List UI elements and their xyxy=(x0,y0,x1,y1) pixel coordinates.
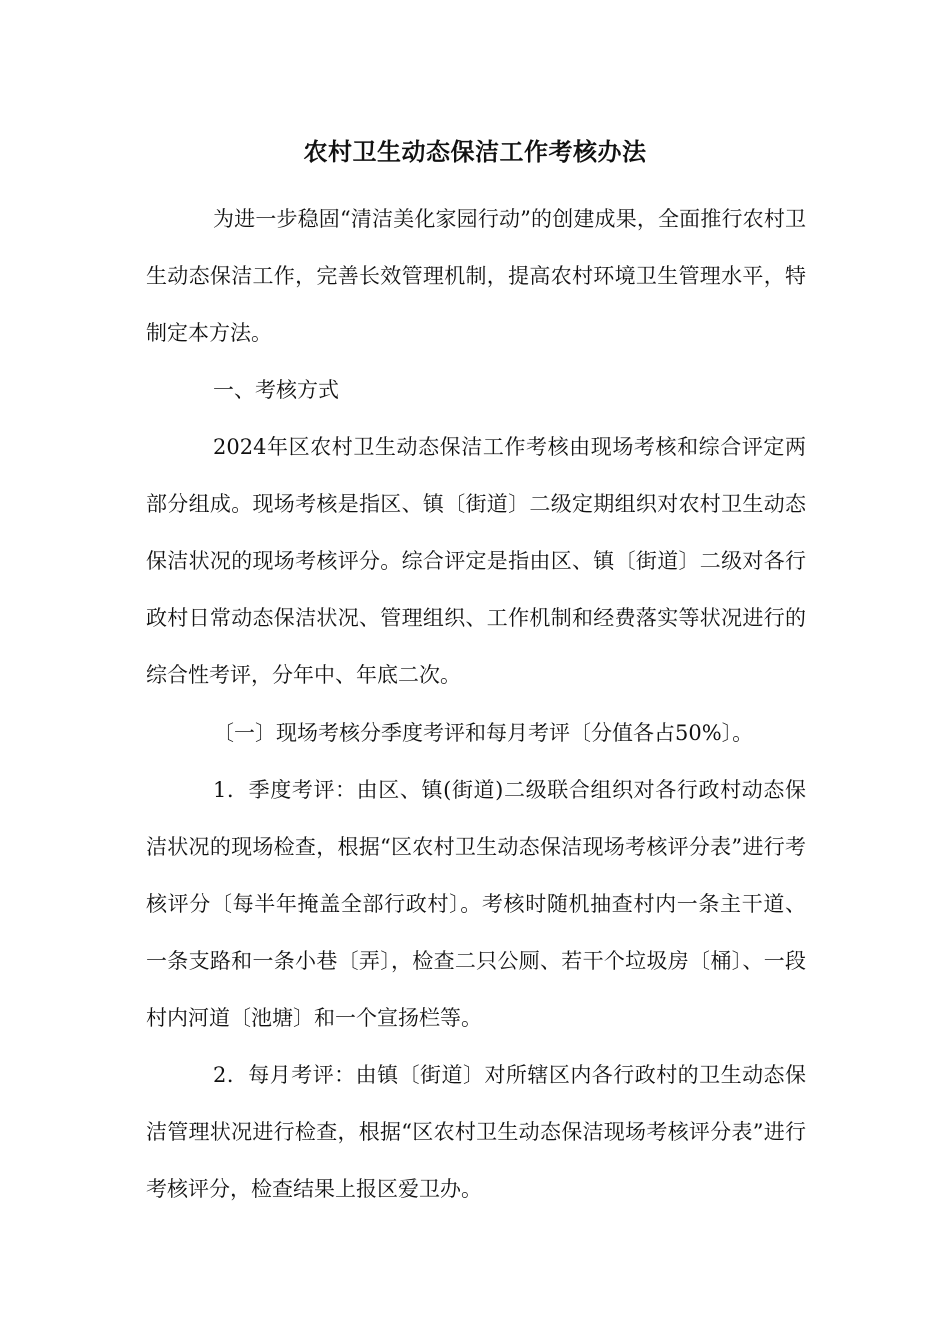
paragraph-text: 2．每月考评：由镇〔街道〕对所辖区内各行政村的卫生动态保洁管理状况进行检查，根据“区农村卫生动态保洁现场考核评分表”进行考核评分，检查结果上报区爱卫办。 xyxy=(146,1063,806,1201)
paragraph-monthly-assessment xyxy=(146,1047,806,1218)
paragraph-intro xyxy=(146,191,806,362)
paragraph-text: 〔一〕现场考核分季度考评和每月考评〔分值各占50%〕。 xyxy=(213,721,754,745)
paragraph-text: 2024年区农村卫生动态保洁工作考核由现场考核和综合评定两部分组成。现场考核是指区、镇〔街道〕二级定期组织对农村卫生动态保洁状况的现场考核评分。综合评定是指由区、镇〔街道〕二级对各行政村日常动态保洁状况、管理组织、工作机制和经费落实等状况进行的综合性考评，分年中、年底二次。 xyxy=(146,435,806,687)
document-title: 农村卫生动态保洁工作考核办法 xyxy=(303,137,647,166)
section-heading-assessment-method xyxy=(146,362,806,419)
subsection-onsite-assessment xyxy=(146,705,806,762)
heading-text: 一、考核方式 xyxy=(213,378,339,402)
paragraph-assessment-overview xyxy=(146,419,806,704)
paragraph-quarterly-assessment xyxy=(146,762,806,1047)
paragraph-text: 为进一步稳固“清洁美化家园行动”的创建成果，全面推行农村卫生动态保洁工作，完善长效管理机制，提高农村环境卫生管理水平，特制定本方法。 xyxy=(146,207,806,345)
paragraph-text: 1．季度考评：由区、镇(街道)二级联合组织对各行政村动态保洁状况的现场检查，根据“区农村卫生动态保洁现场考核评分表”进行考核评分〔每半年掩盖全部行政村〕。考核时随机抽查村内一条主干道、一条支路和一条小巷〔弄〕，检查二只公厕、若干个垃圾房〔桶〕、一段村内河道〔池塘〕和一个宣扬栏等。 xyxy=(146,778,806,1030)
